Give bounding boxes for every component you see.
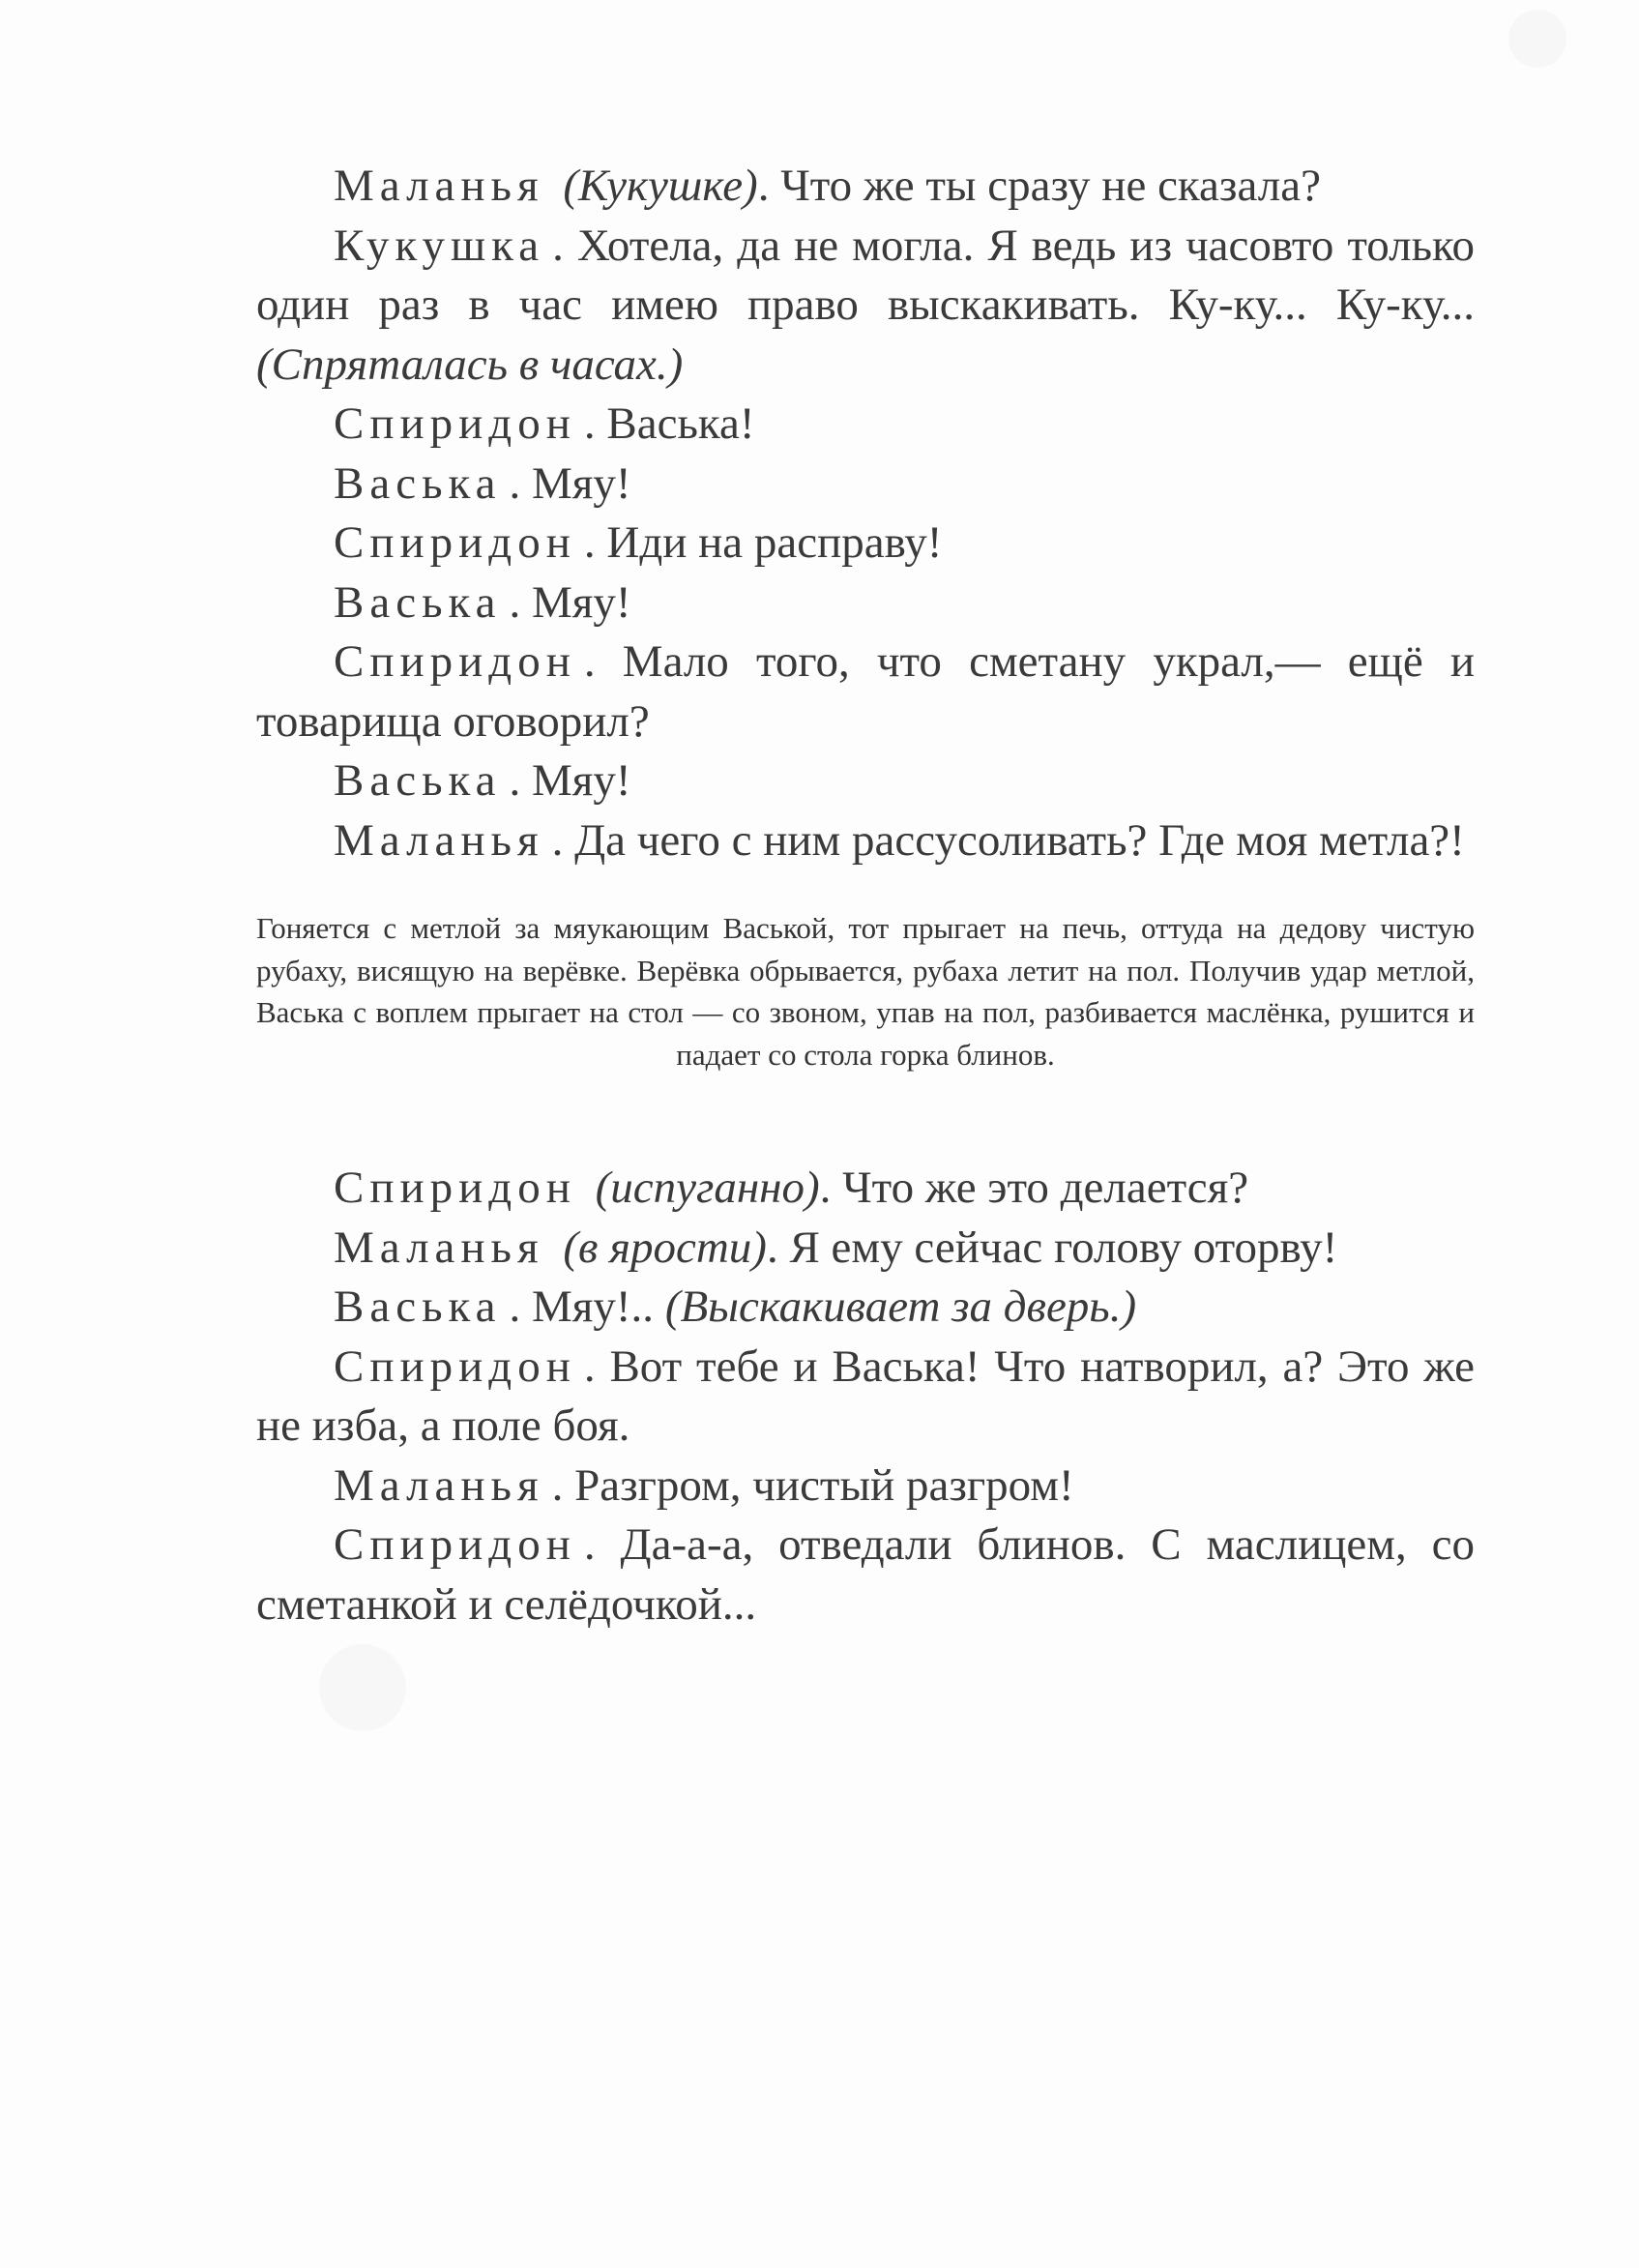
line-text: Да-а-а, отведали блинов. С маслицем, со сметанкой и селёдочкой...: [256, 1519, 1475, 1630]
speaker-name: Спиридон: [334, 636, 576, 687]
dialogue-bottom: [256, 1159, 1475, 1635]
separator: .: [583, 517, 607, 568]
dialogue-line: [256, 1516, 1475, 1635]
speaker-name: Спиридон: [334, 1163, 576, 1213]
dialogue-line: [256, 1219, 1475, 1279]
separator: .: [509, 1281, 532, 1332]
separator: .: [583, 398, 607, 449]
dialogue-line: [256, 574, 1475, 633]
line-text: Мяу!..: [532, 1281, 665, 1332]
separator: .: [551, 1459, 575, 1511]
stage-remark-after: (Спряталась в часах.): [256, 339, 684, 390]
dialogue-top: [256, 157, 1475, 870]
line-text: Мяу!: [532, 755, 631, 806]
scan-artifact: [319, 1644, 406, 1731]
dialogue-line: [256, 157, 1475, 217]
scan-artifact: [1508, 10, 1566, 68]
speaker-name: Маланья: [334, 1222, 544, 1273]
separator: .: [509, 755, 532, 806]
speaker-name: Спиридон: [334, 398, 576, 449]
separator: .: [583, 1340, 610, 1392]
separator: .: [509, 576, 532, 628]
separator: .: [551, 814, 575, 866]
line-text: Вот тебе и Васька! Что натворил, а? Это же не изба, а поле боя.: [256, 1340, 1476, 1451]
speaker-name: Маланья: [334, 1459, 544, 1511]
line-text: Мало того, что сметану украл,— ещё и товарища оговорил?: [256, 636, 1475, 747]
separator: .: [583, 636, 623, 687]
dialogue-line: [256, 1278, 1475, 1338]
dialogue-line: [256, 811, 1475, 871]
speaker-name: Кукушка: [334, 220, 545, 271]
dialogue-line: [256, 1457, 1475, 1517]
line-text: Васька!: [606, 398, 755, 449]
speaker-name: Васька: [334, 1281, 502, 1332]
speaker-name: Васька: [334, 576, 502, 628]
speaker-name: Спиридон: [334, 1519, 576, 1570]
stage-remark: (в ярости): [563, 1222, 767, 1273]
stage-remark: (испуганно): [595, 1163, 820, 1213]
line-text: Хотела, да не могла. Я ведь из часовто только один раз в час имею право выскакивать. Ку-ку... Ку-ку...: [256, 220, 1475, 330]
speaker-name: Спиридон: [334, 1340, 576, 1392]
stage-remark: (Кукушке): [563, 161, 758, 211]
dialogue-line: [256, 751, 1475, 811]
stage-remark-after: (Выскакивает за дверь.): [664, 1281, 1137, 1332]
line-text: Что же ты сразу не сказала?: [780, 161, 1321, 211]
line-text: Мяу!: [532, 576, 631, 628]
speaker-name: Васька: [334, 755, 502, 806]
speaker-name: Спиридон: [334, 517, 576, 568]
dialogue-line: [256, 633, 1475, 751]
stage-direction: Гоняется с метлой за мяукающим Васькой, тот прыгает на печь, оттуда на дедову чистую рубаху, висящую на верёвке. Верёвка обрывается, рубаха летит на пол. Получив удар метлой, Васька с воплем прыгает на стол — со звоном, упав на пол, разбивается маслёнка, рушится и падает со стола горка блинов.: [256, 911, 1475, 1072]
speaker-name: Маланья: [334, 814, 544, 866]
separator: .: [819, 1163, 843, 1213]
line-text: Что же это делается?: [842, 1163, 1249, 1213]
dialogue-line: [256, 1338, 1475, 1457]
line-text: Разгром, чистый разгром!: [574, 1459, 1074, 1511]
line-text: Я ему сейчас голову оторву!: [789, 1222, 1338, 1273]
separator: .: [766, 1222, 790, 1273]
separator: .: [583, 1519, 621, 1570]
separator: .: [509, 457, 532, 509]
dialogue-line: [256, 455, 1475, 515]
dialogue-line: [256, 217, 1475, 396]
dialogue-line: [256, 514, 1475, 574]
line-text: Да чего с ним рассусоливать? Где моя метла?!: [574, 814, 1465, 866]
speaker-name: Васька: [334, 457, 502, 509]
dialogue-line: [256, 1159, 1475, 1219]
line-text: Мяу!: [532, 457, 631, 509]
dialogue-line: [256, 395, 1475, 455]
separator: .: [757, 161, 781, 211]
speaker-name: Маланья: [334, 161, 544, 211]
separator: .: [552, 220, 577, 271]
line-text: Иди на расправу!: [606, 517, 943, 568]
